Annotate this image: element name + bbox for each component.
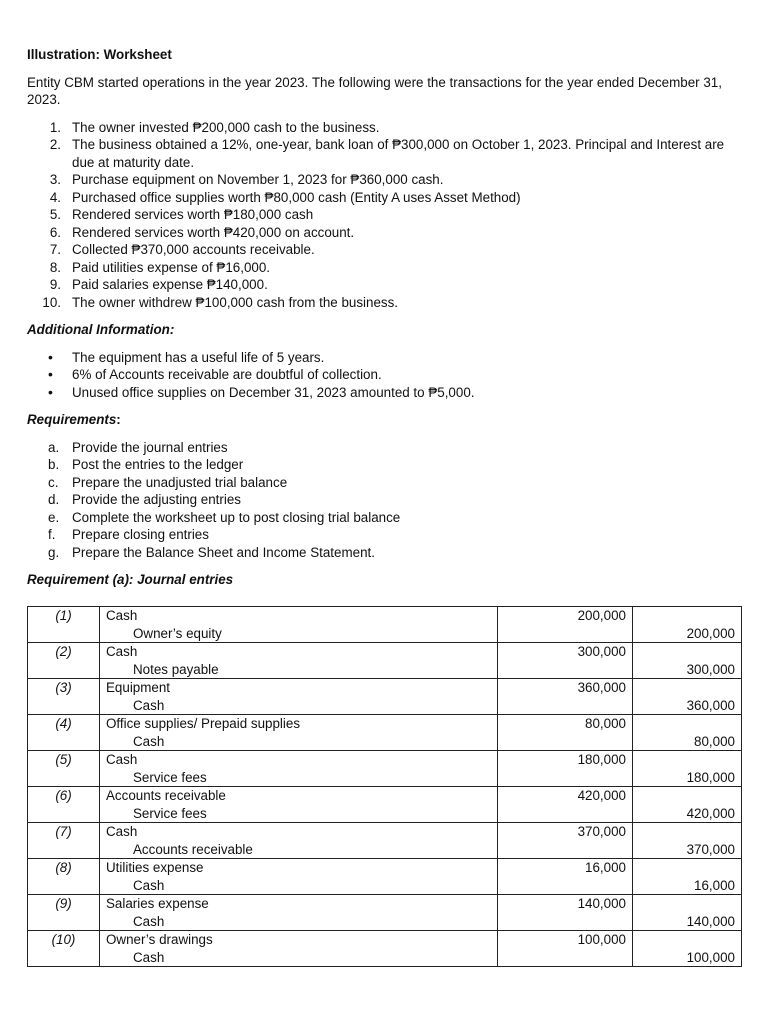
debit-amount: 80,000 (498, 715, 633, 751)
requirement-text: Provide the adjusting entries (72, 492, 241, 507)
entry-number: (1) (28, 607, 100, 643)
transaction-text: Paid salaries expense ₱140,000. (72, 277, 268, 292)
transaction-text: Rendered services worth ₱420,000 on account. (72, 224, 355, 240)
credit-amount: 360,000 (633, 679, 742, 715)
debit-amount: 16,000 (498, 859, 633, 895)
transaction-text: Paid utilities expense of ₱16,000. (72, 259, 271, 275)
requirement-item (27, 474, 743, 492)
entry-accounts (100, 607, 498, 643)
list-marker: 9. (49, 277, 61, 292)
entry-number: (5) (28, 751, 100, 787)
entry-number: (6) (28, 787, 100, 823)
credit-account: Service fees (133, 769, 207, 785)
credit-account: Service fees (133, 805, 207, 821)
credit-amount: 300,000 (633, 643, 742, 679)
debit-account: Utilities expense (106, 860, 204, 875)
transaction-item (27, 294, 743, 312)
entry-accounts (100, 715, 498, 751)
entry-number: (8) (28, 859, 100, 895)
transaction-item (27, 276, 743, 294)
transaction-item (27, 206, 743, 224)
credit-amount: 80,000 (633, 715, 742, 751)
table-row (28, 643, 742, 679)
requirements-heading (27, 411, 743, 429)
debit-account: Cash (106, 824, 138, 839)
credit-account: Accounts receivable (133, 841, 253, 857)
debit-account: Cash (106, 608, 138, 623)
entry-number: (2) (28, 643, 100, 679)
list-marker: d. (48, 492, 60, 507)
transaction-text: The owner withdrew ₱100,000 cash from the business. (72, 294, 399, 310)
credit-account: Notes payable (133, 661, 219, 677)
list-marker: 7. (49, 242, 61, 257)
list-marker: 1. (49, 119, 61, 135)
bullet-icon: • (48, 383, 53, 400)
entry-accounts (100, 679, 498, 715)
entry-number: (10) (28, 931, 100, 967)
requirements-list (27, 439, 743, 562)
transaction-item (27, 136, 743, 171)
debit-amount: 180,000 (498, 751, 633, 787)
transaction-item (27, 171, 743, 189)
debit-amount: 420,000 (498, 787, 633, 823)
table-row (28, 859, 742, 895)
requirement-text: Provide the journal entries (72, 439, 228, 455)
entry-number: (9) (28, 895, 100, 931)
list-marker: a. (48, 439, 60, 455)
requirement-item (27, 491, 743, 509)
list-marker: 4. (49, 189, 61, 205)
table-row (28, 787, 742, 823)
debit-amount: 300,000 (498, 643, 633, 679)
journal-entries-table (27, 606, 742, 967)
additional-info-list (27, 349, 743, 402)
credit-amount: 140,000 (633, 895, 742, 931)
transaction-item (27, 224, 743, 242)
debit-account: Office supplies/ Prepaid supplies (106, 716, 301, 731)
debit-amount: 370,000 (498, 823, 633, 859)
debit-amount: 100,000 (498, 931, 633, 967)
debit-amount: 200,000 (498, 607, 633, 643)
transaction-text: Purchased office supplies worth ₱80,000 cash (Entity A uses Asset Method) (72, 189, 521, 205)
list-marker: 5. (49, 207, 61, 222)
credit-amount: 100,000 (633, 931, 742, 967)
document-title: Illustration: Worksheet (27, 47, 172, 62)
transaction-item (27, 119, 743, 137)
debit-account: Owner’s drawings (106, 932, 213, 947)
transaction-item (27, 241, 743, 259)
requirement-text: Post the entries to the ledger (72, 457, 244, 472)
requirement-text: Prepare closing entries (72, 527, 209, 542)
transaction-text: Collected ₱370,000 accounts receivable. (72, 242, 315, 257)
credit-amount: 200,000 (633, 607, 742, 643)
list-marker: e. (48, 509, 60, 525)
intro-paragraph: Entity CBM started operations in the year 2023. The following were the transactions for the year ended December 31, 2023. (27, 74, 722, 107)
entry-number: (7) (28, 823, 100, 859)
requirement-item (27, 456, 743, 474)
requirement-item (27, 439, 743, 457)
list-marker: 3. (49, 172, 61, 187)
table-row (28, 751, 742, 787)
entry-accounts (100, 751, 498, 787)
additional-info-text: Unused office supplies on December 31, 2023 amounted to ₱5,000. (72, 384, 475, 400)
entry-accounts (100, 895, 498, 931)
entry-accounts (100, 931, 498, 967)
credit-amount: 370,000 (633, 823, 742, 859)
additional-info-text: 6% of Accounts receivable are doubtful of collection. (72, 367, 382, 382)
credit-amount: 16,000 (633, 859, 742, 895)
document-page (27, 46, 743, 965)
additional-info-item (27, 349, 743, 367)
debit-account: Salaries expense (106, 896, 209, 911)
entry-accounts (100, 643, 498, 679)
credit-amount: 180,000 (633, 751, 742, 787)
list-marker: f. (48, 527, 56, 542)
requirement-text: Prepare the unadjusted trial balance (72, 474, 288, 490)
table-row (28, 715, 742, 751)
requirement-item (27, 544, 743, 562)
additional-info-text: The equipment has a useful life of 5 years. (72, 349, 325, 365)
debit-account: Accounts receivable (106, 788, 226, 803)
table-row (28, 823, 742, 859)
transactions-list (27, 119, 743, 312)
table-row (28, 679, 742, 715)
requirements-heading-text: Requirements (27, 412, 117, 427)
list-marker: g. (48, 544, 60, 560)
entry-number: (3) (28, 679, 100, 715)
requirement-text: Complete the worksheet up to post closing trial balance (72, 509, 401, 525)
credit-account: Owner’s equity (133, 625, 222, 641)
transaction-text: The business obtained a 12%, one-year, bank loan of ₱300,000 on October 1, 2023. Principal and Interest are due at maturity date. (72, 137, 725, 170)
table-row (28, 931, 742, 967)
journal-entries-heading: Requirement (a): Journal entries (27, 572, 234, 587)
transaction-text: Purchase equipment on November 1, 2023 for ₱360,000 cash. (72, 172, 444, 187)
table-row (28, 607, 742, 643)
debit-amount: 140,000 (498, 895, 633, 931)
requirements-heading-colon: : (116, 412, 121, 427)
list-marker: 2. (49, 137, 61, 152)
transaction-text: Rendered services worth ₱180,000 cash (72, 207, 314, 222)
transaction-item (27, 259, 743, 277)
credit-account: Cash (133, 949, 165, 965)
list-marker: 6. (49, 224, 61, 240)
bullet-icon: • (48, 366, 53, 382)
credit-account: Cash (133, 877, 165, 893)
debit-account: Cash (106, 752, 138, 767)
credit-account: Cash (133, 913, 165, 929)
requirement-item (27, 509, 743, 527)
entry-accounts (100, 823, 498, 859)
additional-info-heading: Additional Information: (27, 322, 175, 337)
debit-account: Cash (106, 644, 138, 659)
credit-account: Cash (133, 697, 165, 713)
entry-accounts (100, 787, 498, 823)
entry-number: (4) (28, 715, 100, 751)
additional-info-item (27, 366, 743, 384)
requirement-text: Prepare the Balance Sheet and Income Statement. (72, 544, 375, 560)
transaction-item (27, 189, 743, 207)
debit-amount: 360,000 (498, 679, 633, 715)
credit-account: Cash (133, 733, 165, 749)
debit-account: Equipment (106, 680, 171, 695)
list-marker: 10. (42, 294, 61, 310)
list-marker: c. (48, 474, 59, 490)
credit-amount: 420,000 (633, 787, 742, 823)
list-marker: b. (48, 457, 60, 472)
entry-accounts (100, 859, 498, 895)
bullet-icon: • (48, 348, 53, 365)
additional-info-item (27, 384, 743, 402)
list-marker: 8. (49, 259, 61, 275)
requirement-item (27, 526, 743, 544)
table-row (28, 895, 742, 931)
transaction-text: The owner invested ₱200,000 cash to the business. (72, 119, 380, 135)
